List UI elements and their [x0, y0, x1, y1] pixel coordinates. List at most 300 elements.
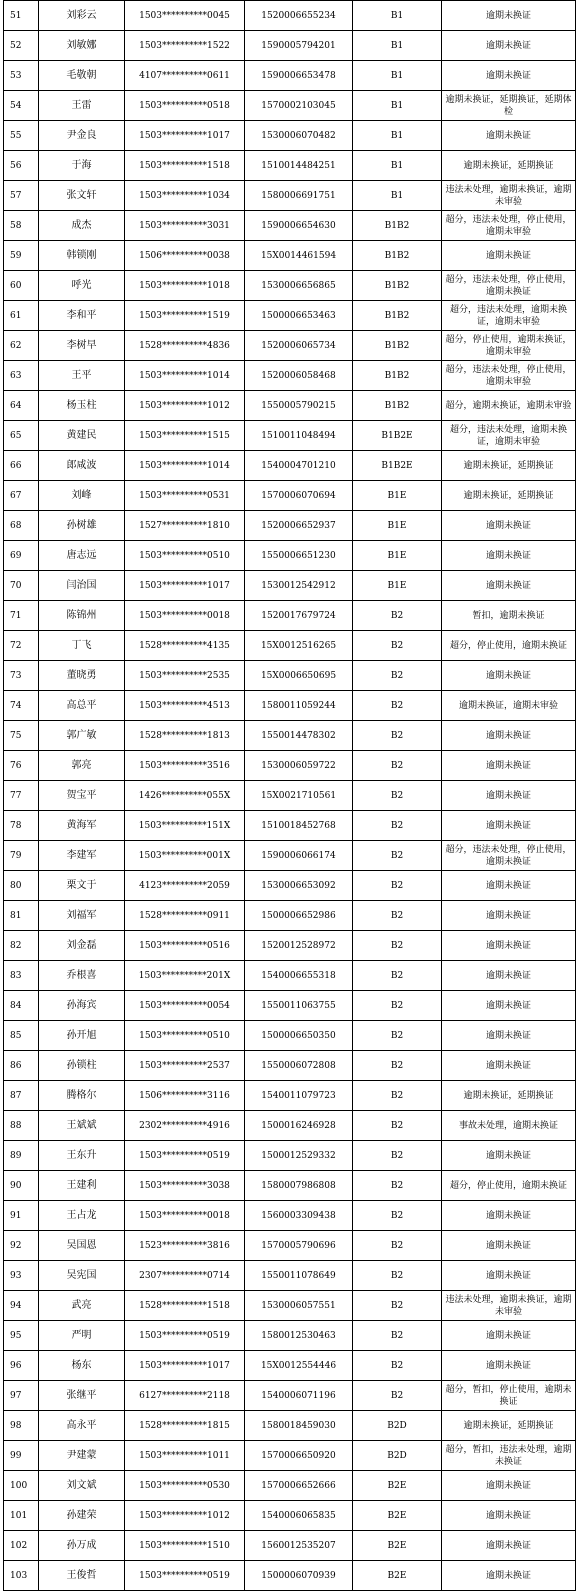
row-number-cell: 62: [4, 331, 39, 361]
license-class-cell: B2: [353, 841, 442, 871]
license-class-cell: B2: [353, 601, 442, 631]
file-number-cell: 1530006070482: [245, 121, 353, 151]
license-status-cell: 逾期未换证: [442, 61, 576, 91]
table-row: [4, 541, 576, 571]
license-class-cell: B1B2: [353, 301, 442, 331]
file-number-cell: 1520012528972: [245, 931, 353, 961]
table-row: [4, 1471, 576, 1501]
table-row: [4, 391, 576, 421]
license-status-cell: 逾期未换证: [442, 781, 576, 811]
table-row: [4, 871, 576, 901]
row-number-cell: 54: [4, 91, 39, 121]
row-number-cell: 89: [4, 1141, 39, 1171]
file-number-cell: 15X0006650695: [245, 661, 353, 691]
driver-name-cell: 王东升: [39, 1141, 125, 1171]
id-number-cell: 1426**********055X: [125, 781, 245, 811]
driver-name-cell: 尹建蒙: [39, 1441, 125, 1471]
driver-name-cell: 王占龙: [39, 1201, 125, 1231]
license-status-cell: 逾期未换证，延期换证: [442, 481, 576, 511]
id-number-cell: 1528**********1518: [125, 1291, 245, 1321]
license-class-cell: B1E: [353, 571, 442, 601]
id-number-cell: 1503**********0519: [125, 1321, 245, 1351]
license-status-cell: 超分，暂扣，停止使用，逾期未换证: [442, 1381, 576, 1411]
driver-name-cell: 王斌斌: [39, 1111, 125, 1141]
license-status-cell: 超分，停止使用，逾期未换证，逾期未审验: [442, 331, 576, 361]
license-class-cell: B1B2: [353, 211, 442, 241]
license-class-cell: B2: [353, 1021, 442, 1051]
file-number-cell: 15X0012554446: [245, 1351, 353, 1381]
driver-name-cell: 王平: [39, 361, 125, 391]
row-number-cell: 68: [4, 511, 39, 541]
driver-name-cell: 毛敬朝: [39, 61, 125, 91]
license-status-cell: 逾期未换证: [442, 1, 576, 31]
file-number-cell: 15X0012516265: [245, 631, 353, 661]
license-status-cell: 逾期未换证，延期换证: [442, 1081, 576, 1111]
row-number-cell: 59: [4, 241, 39, 271]
row-number-cell: 71: [4, 601, 39, 631]
license-class-cell: B1B2: [353, 241, 442, 271]
file-number-cell: 1530012542912: [245, 571, 353, 601]
file-number-cell: 1530006059722: [245, 751, 353, 781]
id-number-cell: 1503**********4513: [125, 691, 245, 721]
row-number-cell: 93: [4, 1261, 39, 1291]
id-number-cell: 1503**********0054: [125, 991, 245, 1021]
id-number-cell: 1503**********1012: [125, 1501, 245, 1531]
table-row: [4, 751, 576, 781]
driver-name-cell: 黄海军: [39, 811, 125, 841]
driver-name-cell: 杨玉柱: [39, 391, 125, 421]
license-class-cell: B1: [353, 91, 442, 121]
table-row: [4, 1501, 576, 1531]
row-number-cell: 74: [4, 691, 39, 721]
id-number-cell: 1528**********4135: [125, 631, 245, 661]
row-number-cell: 90: [4, 1171, 39, 1201]
file-number-cell: 1500006070939: [245, 1561, 353, 1591]
license-class-cell: B2: [353, 1321, 442, 1351]
file-number-cell: 1540006655318: [245, 961, 353, 991]
id-number-cell: 1503**********1510: [125, 1531, 245, 1561]
id-number-cell: 1503**********1012: [125, 391, 245, 421]
license-status-cell: 逾期未换证: [442, 31, 576, 61]
row-number-cell: 83: [4, 961, 39, 991]
row-number-cell: 77: [4, 781, 39, 811]
row-number-cell: 81: [4, 901, 39, 931]
driver-name-cell: 王雷: [39, 91, 125, 121]
row-number-cell: 70: [4, 571, 39, 601]
driver-name-cell: 闫治国: [39, 571, 125, 601]
id-number-cell: 1503**********0531: [125, 481, 245, 511]
table-row: [4, 1561, 576, 1591]
id-number-cell: 1503**********1017: [125, 571, 245, 601]
row-number-cell: 79: [4, 841, 39, 871]
driver-name-cell: 贺宝平: [39, 781, 125, 811]
id-number-cell: 1528**********0911: [125, 901, 245, 931]
file-number-cell: 1570006070694: [245, 481, 353, 511]
file-number-cell: 1500012529332: [245, 1141, 353, 1171]
driver-name-cell: 孙万成: [39, 1531, 125, 1561]
driver-name-cell: 李和平: [39, 301, 125, 331]
license-class-cell: B1: [353, 31, 442, 61]
row-number-cell: 99: [4, 1441, 39, 1471]
row-number-cell: 96: [4, 1351, 39, 1381]
license-status-cell: 逾期未换证: [442, 961, 576, 991]
row-number-cell: 76: [4, 751, 39, 781]
table-row: [4, 181, 576, 211]
row-number-cell: 102: [4, 1531, 39, 1561]
driver-name-cell: 孙海宾: [39, 991, 125, 1021]
driver-name-cell: 乔根喜: [39, 961, 125, 991]
file-number-cell: 1520006058468: [245, 361, 353, 391]
file-number-cell: 1530006656865: [245, 271, 353, 301]
license-status-cell: 逾期未换证: [442, 661, 576, 691]
row-number-cell: 97: [4, 1381, 39, 1411]
license-status-cell: 超分，违法未处理，逾期未换证，逾期未审验: [442, 301, 576, 331]
license-class-cell: B1B2E: [353, 421, 442, 451]
table-row: [4, 1381, 576, 1411]
license-status-cell: 逾期未换证: [442, 991, 576, 1021]
row-number-cell: 64: [4, 391, 39, 421]
id-number-cell: 1527**********1810: [125, 511, 245, 541]
id-number-cell: 1503**********1518: [125, 151, 245, 181]
table-row: [4, 1081, 576, 1111]
table-row: [4, 271, 576, 301]
file-number-cell: 1580007986808: [245, 1171, 353, 1201]
driver-name-cell: 腾格尔: [39, 1081, 125, 1111]
row-number-cell: 85: [4, 1021, 39, 1051]
table-row: [4, 1141, 576, 1171]
file-number-cell: 1550006072808: [245, 1051, 353, 1081]
license-class-cell: B2: [353, 1261, 442, 1291]
license-status-cell: 逾期未换证，延期换证: [442, 151, 576, 181]
license-status-cell: 暂扣，逾期未换证: [442, 601, 576, 631]
table-row: [4, 1441, 576, 1471]
driver-name-cell: 郭广敏: [39, 721, 125, 751]
id-number-cell: 1503**********0519: [125, 1561, 245, 1591]
file-number-cell: 1590006653478: [245, 61, 353, 91]
license-status-cell: 逾期未换证: [442, 1561, 576, 1591]
driver-name-cell: 刘峰: [39, 481, 125, 511]
id-number-cell: 1506**********3116: [125, 1081, 245, 1111]
id-number-cell: 1503**********1014: [125, 451, 245, 481]
license-status-cell: 超分，停止使用，逾期未换证: [442, 1171, 576, 1201]
row-number-cell: 51: [4, 1, 39, 31]
table-row: [4, 631, 576, 661]
driver-name-cell: 尹金良: [39, 121, 125, 151]
id-number-cell: 1528**********4836: [125, 331, 245, 361]
file-number-cell: 1560003309438: [245, 1201, 353, 1231]
license-status-cell: 逾期未换证: [442, 571, 576, 601]
license-status-cell: 违法未处理，逾期未换证，逾期未审验: [442, 1291, 576, 1321]
table-row: [4, 211, 576, 241]
license-class-cell: B2: [353, 1171, 442, 1201]
file-number-cell: 1520006065734: [245, 331, 353, 361]
id-number-cell: 1503**********0516: [125, 931, 245, 961]
file-number-cell: 1520017679724: [245, 601, 353, 631]
id-number-cell: 1503**********0018: [125, 601, 245, 631]
table-body: [4, 1, 576, 1591]
license-status-cell: 逾期未换证: [442, 1501, 576, 1531]
table-row: [4, 901, 576, 931]
file-number-cell: 1580011059244: [245, 691, 353, 721]
row-number-cell: 80: [4, 871, 39, 901]
license-class-cell: B1B2E: [353, 451, 442, 481]
table-row: [4, 1261, 576, 1291]
license-status-cell: 事故未处理，逾期未换证: [442, 1111, 576, 1141]
id-number-cell: 1503**********0519: [125, 1141, 245, 1171]
license-class-cell: B1B2: [353, 391, 442, 421]
license-status-cell: 逾期未换证，延期换证，延期体检: [442, 91, 576, 121]
table-row: [4, 451, 576, 481]
file-number-cell: 1550011078649: [245, 1261, 353, 1291]
license-status-cell: 逾期未换证: [442, 1021, 576, 1051]
driver-name-cell: 吴宪国: [39, 1261, 125, 1291]
row-number-cell: 65: [4, 421, 39, 451]
id-number-cell: 1503**********201X: [125, 961, 245, 991]
license-class-cell: B1: [353, 61, 442, 91]
driver-name-cell: 呼光: [39, 271, 125, 301]
id-number-cell: 1503**********3038: [125, 1171, 245, 1201]
file-number-cell: 1570006650920: [245, 1441, 353, 1471]
license-class-cell: B1B2: [353, 331, 442, 361]
id-number-cell: 1503**********1014: [125, 361, 245, 391]
id-number-cell: 4123**********2059: [125, 871, 245, 901]
id-number-cell: 1506**********0038: [125, 241, 245, 271]
id-number-cell: 1503**********1011: [125, 1441, 245, 1471]
license-class-cell: B2: [353, 961, 442, 991]
driver-name-cell: 丁飞: [39, 631, 125, 661]
license-status-cell: 逾期未换证，延期换证: [442, 1411, 576, 1441]
license-status-cell: 逾期未换证: [442, 811, 576, 841]
row-number-cell: 67: [4, 481, 39, 511]
file-number-cell: 1540011079723: [245, 1081, 353, 1111]
license-status-cell: 超分，逾期未换证，逾期未审验: [442, 391, 576, 421]
license-class-cell: B2: [353, 721, 442, 751]
license-class-cell: B1: [353, 181, 442, 211]
license-status-cell: 逾期未换证，逾期未审验: [442, 691, 576, 721]
id-number-cell: 1503**********151X: [125, 811, 245, 841]
row-number-cell: 66: [4, 451, 39, 481]
driver-name-cell: 高总平: [39, 691, 125, 721]
row-number-cell: 52: [4, 31, 39, 61]
license-class-cell: B2E: [353, 1501, 442, 1531]
table-row: [4, 511, 576, 541]
file-number-cell: 1550006651230: [245, 541, 353, 571]
file-number-cell: 1550005790215: [245, 391, 353, 421]
license-class-cell: B2: [353, 1111, 442, 1141]
table-row: [4, 331, 576, 361]
driver-name-cell: 张文轩: [39, 181, 125, 211]
row-number-cell: 60: [4, 271, 39, 301]
table-row: [4, 1171, 576, 1201]
row-number-cell: 73: [4, 661, 39, 691]
license-class-cell: B2: [353, 631, 442, 661]
table-row: [4, 1411, 576, 1441]
license-status-cell: 超分，违法未处理，停止使用，逾期未审验: [442, 211, 576, 241]
driver-name-cell: 张继平: [39, 1381, 125, 1411]
row-number-cell: 82: [4, 931, 39, 961]
table-row: [4, 1021, 576, 1051]
id-number-cell: 1503**********0510: [125, 541, 245, 571]
license-status-cell: 超分，违法未处理，逾期未换证，逾期未审验: [442, 421, 576, 451]
table-row: [4, 301, 576, 331]
driver-name-cell: 刘敏娜: [39, 31, 125, 61]
id-number-cell: 6127**********2118: [125, 1381, 245, 1411]
row-number-cell: 100: [4, 1471, 39, 1501]
file-number-cell: 15X0014461594: [245, 241, 353, 271]
license-status-cell: 逾期未换证: [442, 751, 576, 781]
license-status-cell: 逾期未换证: [442, 901, 576, 931]
row-number-cell: 57: [4, 181, 39, 211]
id-number-cell: 1503**********1017: [125, 121, 245, 151]
license-class-cell: B2: [353, 1051, 442, 1081]
license-class-cell: B2E: [353, 1531, 442, 1561]
license-status-cell: 逾期未换证: [442, 121, 576, 151]
file-number-cell: 1590005794201: [245, 31, 353, 61]
table-row: [4, 601, 576, 631]
driver-name-cell: 高永平: [39, 1411, 125, 1441]
table-row: [4, 1531, 576, 1561]
table-row: [4, 241, 576, 271]
table-row: [4, 481, 576, 511]
id-number-cell: 1503**********1018: [125, 271, 245, 301]
license-status-cell: 逾期未换证: [442, 721, 576, 751]
file-number-cell: 1540004701210: [245, 451, 353, 481]
id-number-cell: 1503**********2535: [125, 661, 245, 691]
license-class-cell: B1: [353, 1, 442, 31]
row-number-cell: 53: [4, 61, 39, 91]
table-row: [4, 841, 576, 871]
license-status-cell: 逾期未换证: [442, 871, 576, 901]
license-class-cell: B2: [353, 901, 442, 931]
license-status-cell: 超分，违法未处理，停止使用，逾期未审验: [442, 361, 576, 391]
license-status-cell: 超分，停止使用，逾期未换证: [442, 631, 576, 661]
driver-name-cell: 栗文于: [39, 871, 125, 901]
license-status-cell: 逾期未换证: [442, 1351, 576, 1381]
driver-name-cell: 成杰: [39, 211, 125, 241]
file-number-cell: 1540006065835: [245, 1501, 353, 1531]
file-number-cell: 1570006652666: [245, 1471, 353, 1501]
file-number-cell: 1540006071196: [245, 1381, 353, 1411]
license-class-cell: B2: [353, 931, 442, 961]
table-row: [4, 721, 576, 751]
driver-name-cell: 黄建民: [39, 421, 125, 451]
driver-name-cell: 武亮: [39, 1291, 125, 1321]
file-number-cell: 1500006652986: [245, 901, 353, 931]
driver-name-cell: 刘福军: [39, 901, 125, 931]
file-number-cell: 1550014478302: [245, 721, 353, 751]
row-number-cell: 86: [4, 1051, 39, 1081]
driver-name-cell: 孙建荣: [39, 1501, 125, 1531]
id-number-cell: 1503**********2537: [125, 1051, 245, 1081]
license-class-cell: B1B2: [353, 271, 442, 301]
row-number-cell: 101: [4, 1501, 39, 1531]
table-row: [4, 571, 576, 601]
license-class-cell: B2: [353, 991, 442, 1021]
license-status-cell: 逾期未换证: [442, 1141, 576, 1171]
driver-name-cell: 严明: [39, 1321, 125, 1351]
driver-name-cell: 于海: [39, 151, 125, 181]
file-number-cell: 1580012530463: [245, 1321, 353, 1351]
table-row: [4, 1351, 576, 1381]
table-row: [4, 151, 576, 181]
table-row: [4, 781, 576, 811]
license-class-cell: B2: [353, 1141, 442, 1171]
id-number-cell: 1503**********3031: [125, 211, 245, 241]
license-class-cell: B2E: [353, 1471, 442, 1501]
license-status-cell: 违法未处理，逾期未换证，逾期未审验: [442, 181, 576, 211]
file-number-cell: 1500006650350: [245, 1021, 353, 1051]
license-class-cell: B2: [353, 871, 442, 901]
driver-name-cell: 郭亮: [39, 751, 125, 781]
table-row: [4, 1291, 576, 1321]
license-class-cell: B1: [353, 151, 442, 181]
row-number-cell: 103: [4, 1561, 39, 1591]
driver-name-cell: 王建利: [39, 1171, 125, 1201]
file-number-cell: 1580006691751: [245, 181, 353, 211]
driver-name-cell: 刘文斌: [39, 1471, 125, 1501]
driver-name-cell: 孙树雄: [39, 511, 125, 541]
table-row: [4, 1, 576, 31]
row-number-cell: 92: [4, 1231, 39, 1261]
row-number-cell: 78: [4, 811, 39, 841]
driver-name-cell: 韩锁刚: [39, 241, 125, 271]
table-row: [4, 31, 576, 61]
row-number-cell: 91: [4, 1201, 39, 1231]
id-number-cell: 2307**********0714: [125, 1261, 245, 1291]
license-class-cell: B2: [353, 751, 442, 781]
id-number-cell: 1503**********1034: [125, 181, 245, 211]
license-class-cell: B1B2: [353, 361, 442, 391]
id-number-cell: 1503**********3516: [125, 751, 245, 781]
license-class-cell: B2: [353, 691, 442, 721]
license-status-cell: 超分，暂扣，违法未处理，逾期未换证: [442, 1441, 576, 1471]
license-class-cell: B2: [353, 781, 442, 811]
table-row: [4, 91, 576, 121]
id-number-cell: 1503**********0530: [125, 1471, 245, 1501]
id-number-cell: 1503**********0518: [125, 91, 245, 121]
id-number-cell: 4107**********0611: [125, 61, 245, 91]
license-class-cell: B2D: [353, 1411, 442, 1441]
license-class-cell: B2: [353, 1081, 442, 1111]
license-status-cell: 超分，违法未处理，停止使用，逾期未换证: [442, 271, 576, 301]
row-number-cell: 75: [4, 721, 39, 751]
table-row: [4, 61, 576, 91]
id-number-cell: 1503**********001X: [125, 841, 245, 871]
file-number-cell: 1570005790696: [245, 1231, 353, 1261]
table-row: [4, 361, 576, 391]
license-class-cell: B2: [353, 1201, 442, 1231]
license-class-cell: B2D: [353, 1441, 442, 1471]
license-status-cell: 逾期未换证，延期换证: [442, 451, 576, 481]
license-class-cell: B2: [353, 661, 442, 691]
file-number-cell: 1510014484251: [245, 151, 353, 181]
table-row: [4, 931, 576, 961]
table-row: [4, 1111, 576, 1141]
table-row: [4, 961, 576, 991]
file-number-cell: 1520006652937: [245, 511, 353, 541]
license-class-cell: B1: [353, 121, 442, 151]
driver-name-cell: 孙开旭: [39, 1021, 125, 1051]
license-class-cell: B1E: [353, 511, 442, 541]
license-class-cell: B2: [353, 1351, 442, 1381]
file-number-cell: 1550011063755: [245, 991, 353, 1021]
license-status-cell: 逾期未换证: [442, 1531, 576, 1561]
id-number-cell: 1503**********0018: [125, 1201, 245, 1231]
license-status-cell: 逾期未换证: [442, 241, 576, 271]
table-row: [4, 421, 576, 451]
file-number-cell: 15X0021710561: [245, 781, 353, 811]
row-number-cell: 63: [4, 361, 39, 391]
